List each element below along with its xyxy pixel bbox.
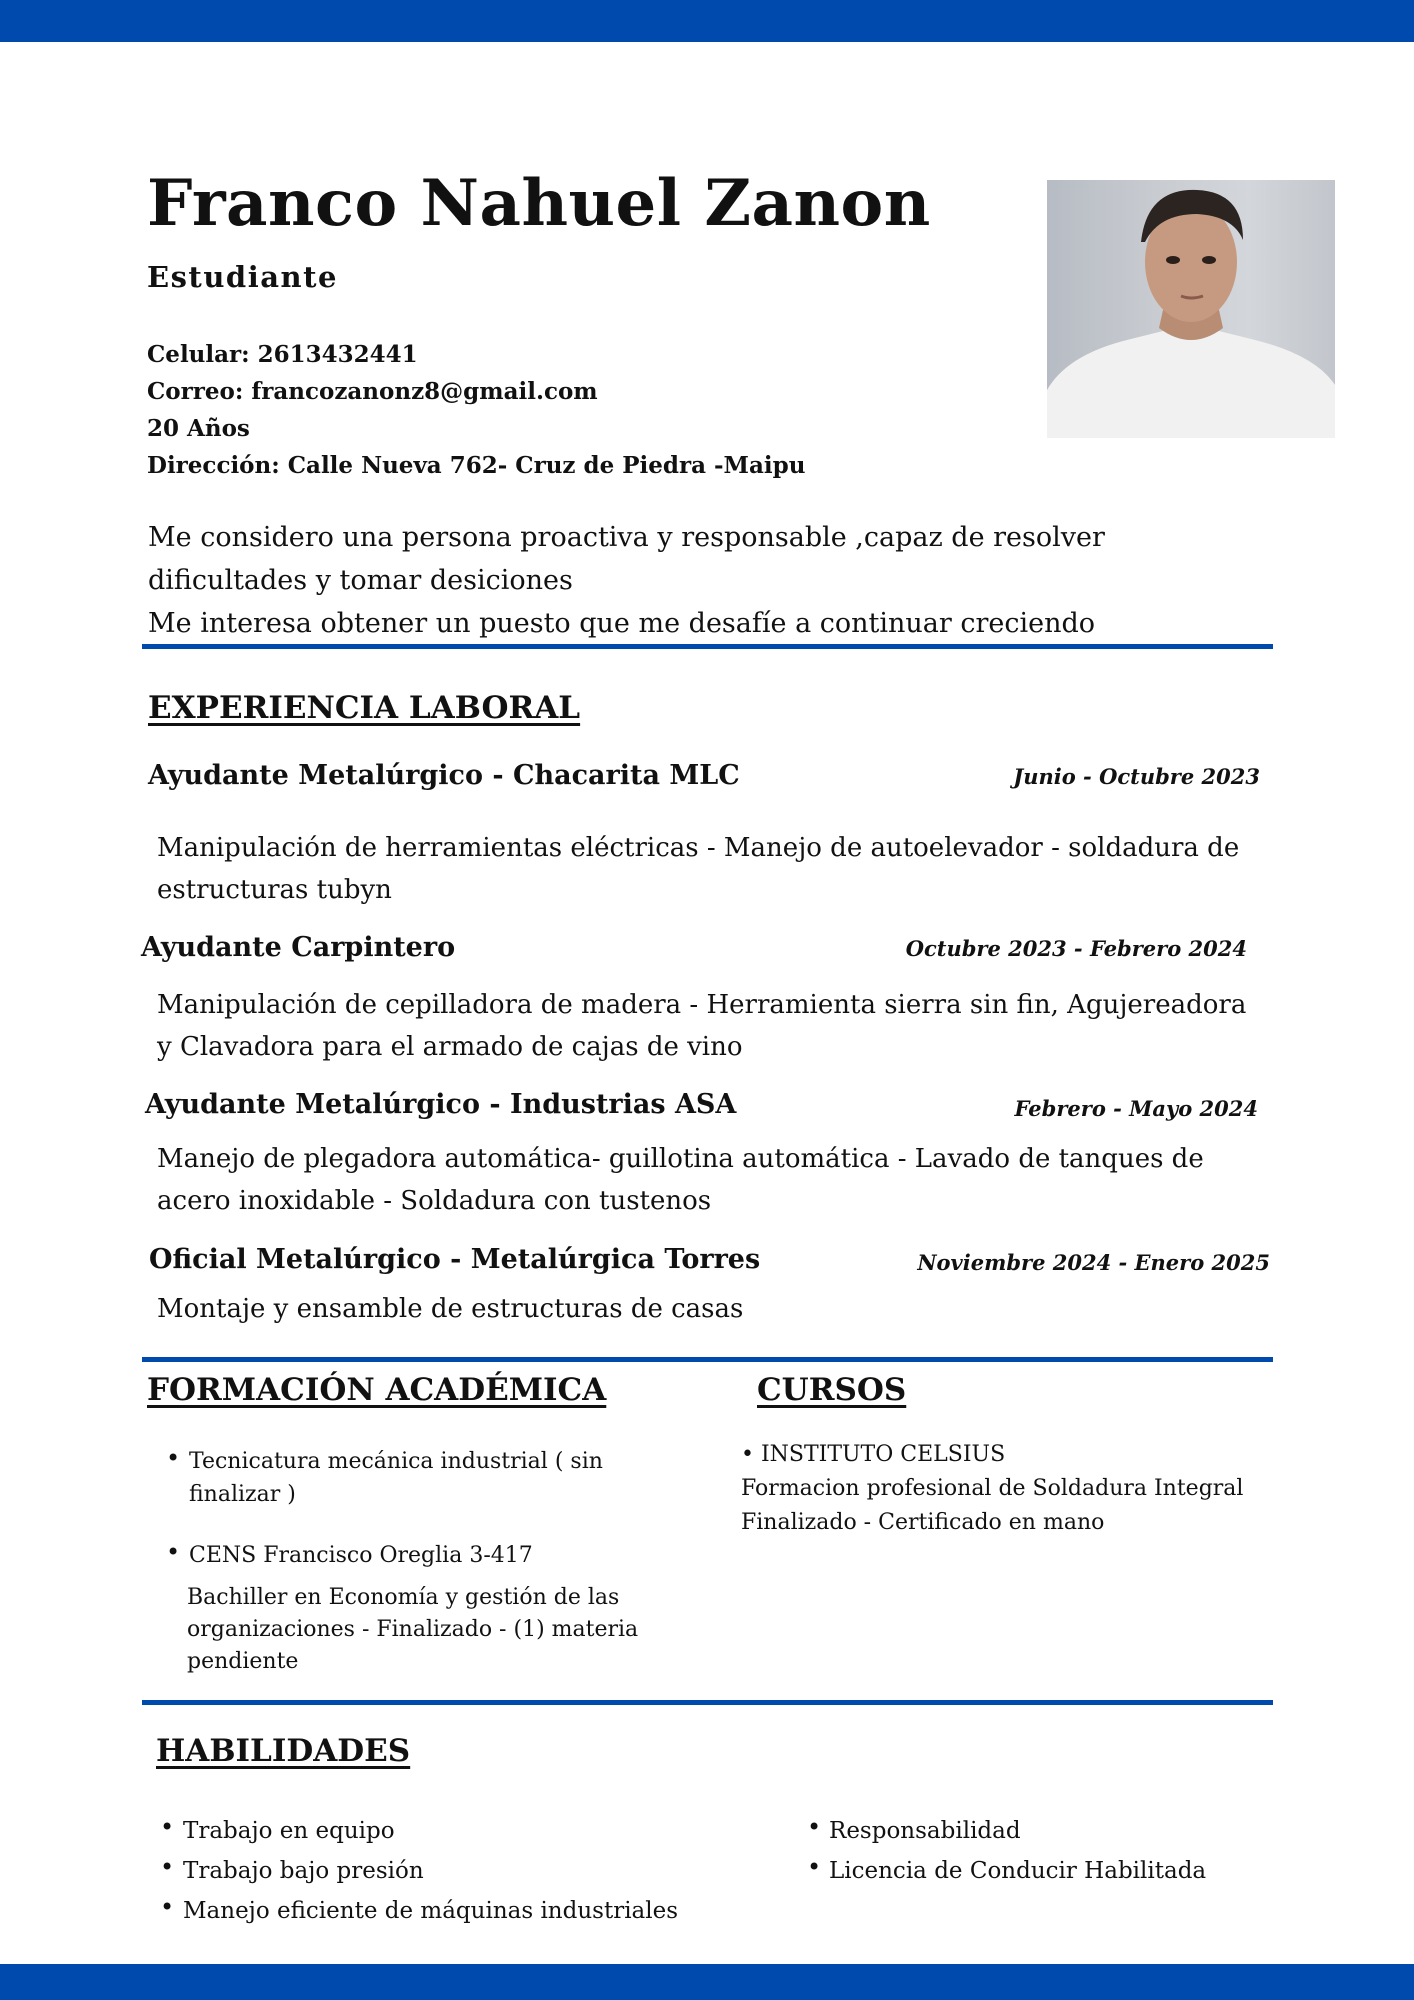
bullet-icon: • bbox=[807, 1853, 822, 1881]
skill-item: Trabajo en equipo bbox=[183, 1818, 395, 1844]
job-2-description: Manipulación de cepilladora de madera - Herramienta sierra sin fin, Agujereadora y Clavadora para el armado de cajas de vino bbox=[157, 990, 1247, 1062]
bullet-icon: • bbox=[160, 1893, 175, 1921]
section-divider bbox=[142, 1357, 1273, 1362]
courses-detail-line-2: Finalizado - Certificado en mano bbox=[741, 1510, 1105, 1535]
bullet-icon: • bbox=[166, 1444, 181, 1472]
skills-heading: HABILIDADES bbox=[156, 1733, 411, 1769]
summary-line-2: Me interesa obtener un puesto que me desafíe a continuar creciendo bbox=[148, 608, 1096, 639]
job-2-title: Ayudante Carpintero bbox=[141, 932, 456, 963]
education-item-2: CENS Francisco Oreglia 3-417 bbox=[189, 1543, 533, 1568]
bullet-icon: • bbox=[160, 1813, 175, 1841]
section-divider bbox=[142, 1700, 1273, 1705]
job-title-subtitle: Estudiante bbox=[147, 260, 338, 294]
skill-item: Licencia de Conducir Habilitada bbox=[829, 1858, 1207, 1884]
bullet-icon: • bbox=[160, 1853, 175, 1881]
education-item-1: Tecnicatura mecánica industrial ( sin finalizar ) bbox=[189, 1449, 603, 1507]
job-2-date: Octubre 2023 - Febrero 2024 bbox=[905, 936, 1247, 961]
courses-detail-line-1: Formacion profesional de Soldadura Integral bbox=[741, 1476, 1244, 1501]
courses-heading: CURSOS bbox=[757, 1372, 907, 1408]
skill-item: Trabajo bajo presión bbox=[183, 1858, 424, 1884]
profile-photo bbox=[1047, 180, 1335, 438]
job-3-date: Febrero - Mayo 2024 bbox=[1014, 1096, 1258, 1121]
job-3-description: Manejo de plegadora automática- guillotina automática - Lavado de tanques de acero inoxidable - Soldadura con tustenos bbox=[157, 1144, 1204, 1216]
email-text: Correo: francozanonz8@gmail.com bbox=[147, 378, 598, 405]
skill-item: Manejo eficiente de máquinas industriales bbox=[183, 1898, 679, 1924]
summary-text bbox=[148, 516, 1268, 645]
education-heading: FORMACIÓN ACADÉMICA bbox=[147, 1372, 607, 1408]
job-3-title: Ayudante Metalúrgico - Industrias ASA bbox=[145, 1089, 737, 1120]
skill-item: Responsabilidad bbox=[829, 1818, 1021, 1844]
job-4-description: Montaje y ensamble de estructuras de casas bbox=[157, 1294, 744, 1324]
bullet-icon: • bbox=[807, 1813, 822, 1841]
contact-block bbox=[147, 336, 805, 484]
experience-heading: EXPERIENCIA LABORAL bbox=[148, 690, 581, 726]
age-text: 20 Años bbox=[147, 415, 250, 442]
top-band bbox=[0, 0, 1414, 42]
job-4-date: Noviembre 2024 - Enero 2025 bbox=[917, 1250, 1270, 1275]
section-divider bbox=[142, 644, 1273, 649]
page-title: Franco Nahuel Zanon bbox=[147, 166, 931, 241]
job-4-title: Oficial Metalúrgico - Metalúrgica Torres bbox=[149, 1244, 761, 1275]
job-1-title: Ayudante Metalúrgico - Chacarita MLC bbox=[148, 760, 740, 791]
person-photo-icon bbox=[1047, 180, 1335, 438]
job-1-description: Manipulación de herramientas eléctricas - Manejo de autoelevador - soldadura de estructuras tubyn bbox=[157, 833, 1240, 905]
bottom-band bbox=[0, 1964, 1414, 2000]
education-item-2-detail: Bachiller en Economía y gestión de las organizaciones - Finalizado - (1) materia pendiente bbox=[187, 1585, 639, 1674]
phone-text: Celular: 2613432441 bbox=[147, 341, 418, 368]
bullet-icon: • bbox=[166, 1538, 181, 1566]
courses-institute: • INSTITUTO CELSIUS bbox=[741, 1442, 1006, 1467]
summary-line-1: Me considero una persona proactiva y responsable ,capaz de resolver dificultades y tomar desiciones bbox=[148, 522, 1105, 596]
job-1-date: Junio - Octubre 2023 bbox=[1013, 764, 1260, 789]
address-text: Dirección: Calle Nueva 762- Cruz de Piedra -Maipu bbox=[147, 452, 806, 479]
